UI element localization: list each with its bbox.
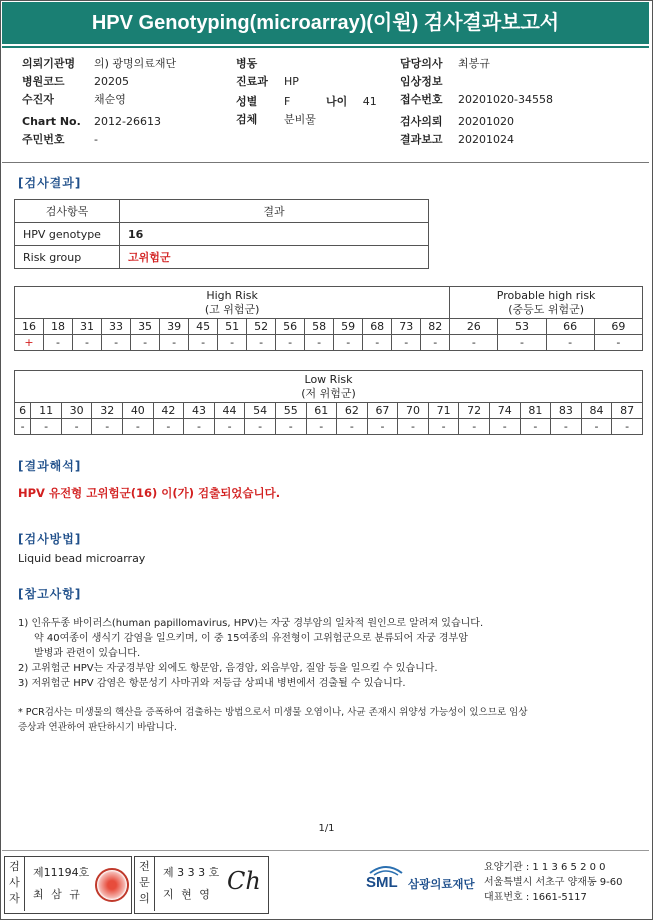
hpv-type-cell: 61 [306, 403, 337, 419]
label-char: 검 [9, 860, 20, 873]
hpv-type-cell: 6 [15, 403, 31, 419]
org-name: 삼광의료재단 [408, 877, 475, 891]
hpv-type-cell: 53 [498, 319, 546, 335]
hpv-type-cell: 58 [305, 319, 334, 335]
hpv-result-cell: - [421, 335, 450, 351]
age-field [326, 94, 377, 110]
info-row [22, 56, 176, 72]
hpv-type-cell: 72 [459, 403, 490, 419]
low-risk-header [15, 371, 643, 403]
hpv-type-cell: 66 [546, 319, 594, 335]
hpv-result-cell: - [61, 419, 92, 435]
info-value: 20205 [94, 75, 129, 88]
org-info-line: 서울특별시 서초구 양재동 9-60 [484, 877, 623, 888]
hpv-result-cell: - [594, 335, 642, 351]
hpv-result-cell: - [184, 419, 215, 435]
hpv-type-cell: 33 [102, 319, 131, 335]
hpv-type-cell: 45 [189, 319, 218, 335]
specialist-stamp [134, 856, 269, 914]
info-value: 20201024 [458, 133, 514, 146]
hpv-result-cell: - [334, 335, 363, 351]
logo-text: SML [366, 874, 398, 891]
hpv-result-cell: - [546, 335, 594, 351]
hpv-result-cell: - [581, 419, 612, 435]
hpv-result-cell: - [337, 419, 368, 435]
info-row [22, 92, 126, 108]
info-label: 담당의사 [400, 57, 443, 70]
result-item-risk: Risk group [15, 246, 120, 269]
low-risk-results-row [15, 419, 643, 435]
hpv-type-cell: 26 [450, 319, 498, 335]
result-header-item: 검사항목 [15, 200, 120, 223]
probable-risk-title: Probable high risk [496, 288, 596, 302]
info-row [400, 56, 490, 72]
info-value: 20201020 [458, 115, 514, 128]
hpv-type-cell: 87 [612, 403, 643, 419]
sml-logo-icon [366, 863, 406, 891]
hpv-result-cell: + [15, 335, 44, 351]
org-info-line: 요양기관 : 1 1 3 6 5 2 0 0 [484, 862, 606, 873]
method-text: Liquid bead microarray [18, 552, 146, 565]
hpv-result-cell: - [15, 419, 31, 435]
info-label: 병동 [236, 57, 258, 70]
high-risk-header [15, 287, 450, 319]
note-line: 약 40여종이 생식기 감염을 일으키며, 이 중 15여종의 유전형이 고위험군으로 분류되어 자궁 경부암 [34, 633, 468, 644]
hpv-result-cell: - [189, 335, 218, 351]
section-notes-title: [참고사항] [18, 587, 82, 601]
info-value: 2012-26613 [94, 115, 161, 128]
hpv-type-cell: 16 [15, 319, 44, 335]
label-char: 자 [9, 892, 20, 905]
result-value-risk: 고위험군 [120, 246, 429, 269]
info-value: 의) 광명의료재단 [94, 57, 177, 70]
hpv-result-cell: - [520, 419, 551, 435]
high-risk-table [14, 286, 643, 351]
hpv-type-cell: 35 [131, 319, 160, 335]
section-result-title: [검사결과] [18, 176, 82, 190]
info-value: F [284, 95, 291, 108]
hpv-type-cell: 59 [334, 319, 363, 335]
hpv-result-cell: - [160, 335, 189, 351]
info-value: 채순영 [94, 93, 126, 106]
info-label: 검체 [236, 113, 258, 126]
specialist-label-text [135, 859, 154, 907]
org-info [484, 860, 623, 905]
hpv-type-cell: 11 [31, 403, 62, 419]
footnote-line: 증상과 연관하여 판단하시기 바랍니다. [18, 722, 177, 733]
hpv-type-cell: 70 [398, 403, 429, 419]
note-line: 1) 인유두종 바이러스(human papillomavirus, HPV)는 자궁 경부암의 일차적 원인으로 알려져 있습니다. [18, 618, 484, 629]
hpv-type-cell: 73 [392, 319, 421, 335]
footnote-line: * PCR검사는 미생물의 핵산을 증폭하여 검출하는 방법으로서 미생물 오염이나, 사균 존재시 위양성 가능성이 있으므로 임상 [18, 707, 528, 718]
hpv-result-cell: - [275, 419, 306, 435]
hpv-result-cell: - [392, 335, 421, 351]
hpv-type-cell: 44 [214, 403, 245, 419]
header-divider [2, 46, 649, 48]
hpv-result-cell: - [428, 419, 459, 435]
hpv-type-cell: 62 [337, 403, 368, 419]
hpv-result-cell: - [498, 335, 546, 351]
info-row [22, 132, 98, 148]
hpv-type-cell: 68 [363, 319, 392, 335]
info-row [400, 74, 458, 90]
hpv-result-cell: - [31, 419, 62, 435]
inspector-label [5, 857, 25, 911]
info-label: 의뢰기관명 [22, 57, 76, 70]
result-header-value: 결과 [120, 200, 429, 223]
hpv-result-cell: - [131, 335, 160, 351]
hpv-type-cell: 84 [581, 403, 612, 419]
hpv-result-cell: - [247, 335, 276, 351]
info-label: 성별 [236, 95, 258, 108]
hpv-type-cell: 42 [153, 403, 184, 419]
result-table [14, 199, 429, 269]
hpv-type-cell: 43 [184, 403, 215, 419]
hpv-result-cell: - [73, 335, 102, 351]
info-label: 결과보고 [400, 133, 443, 146]
info-row [22, 74, 129, 90]
hpv-result-cell: - [367, 419, 398, 435]
info-label: 주민번호 [22, 133, 65, 146]
probable-risk-subtitle: (중등도 위험군) [508, 302, 585, 316]
hpv-type-cell: 56 [276, 319, 305, 335]
table-row [15, 246, 429, 269]
info-value: - [94, 133, 98, 146]
specialist-name: 지 현 영 [163, 888, 212, 901]
hpv-result-cell: - [276, 335, 305, 351]
table-row [15, 223, 429, 246]
probable-risk-header [450, 287, 643, 319]
hpv-type-cell: 51 [218, 319, 247, 335]
hpv-type-cell: 82 [421, 319, 450, 335]
official-seal-icon [95, 868, 129, 902]
info-value: 분비물 [284, 113, 316, 126]
hpv-type-cell: 69 [594, 319, 642, 335]
info-divider [2, 162, 649, 163]
page-number: 1/1 [318, 823, 335, 834]
signature: Ch [227, 867, 261, 895]
high-risk-types-row [15, 319, 643, 335]
hpv-result-cell: - [44, 335, 73, 351]
specialist-number: 제 3 3 3 호 [163, 866, 220, 879]
hpv-type-cell: 67 [367, 403, 398, 419]
specialist-label [135, 857, 155, 911]
result-item-genotype: HPV genotype [15, 223, 120, 246]
hpv-result-cell: - [551, 419, 582, 435]
inspector-number: 제11194호 [33, 866, 90, 879]
info-value: 최봉규 [458, 57, 490, 70]
info-label: 임상정보 [400, 75, 443, 88]
hpv-result-cell: - [459, 419, 490, 435]
age-label: 나이 [326, 95, 348, 108]
note-line: 3) 저위험군 HPV 감염은 항문성기 사마귀와 저등급 상피내 병변에서 검출될 수 있습니다. [18, 678, 406, 689]
hpv-result-cell: - [218, 335, 247, 351]
hpv-type-cell: 40 [123, 403, 154, 419]
hpv-type-cell: 39 [160, 319, 189, 335]
info-row [236, 74, 299, 90]
low-risk-title: Low Risk [304, 372, 353, 386]
info-label: 진료과 [236, 75, 268, 88]
info-label: 검사의뢰 [400, 115, 443, 128]
hpv-result-cell: - [153, 419, 184, 435]
hpv-type-cell: 55 [275, 403, 306, 419]
low-risk-table [14, 370, 643, 435]
info-row [236, 112, 316, 128]
hpv-type-cell: 52 [247, 319, 276, 335]
hpv-result-cell: - [612, 419, 643, 435]
high-risk-subtitle: (고 위험군) [204, 302, 260, 316]
info-row [22, 114, 161, 130]
hpv-result-cell: - [245, 419, 276, 435]
hpv-result-cell: - [489, 419, 520, 435]
high-risk-title: High Risk [206, 288, 258, 302]
note-line: 발병과 관련이 있습니다. [34, 648, 141, 659]
section-interpretation-title: [결과해석] [18, 459, 82, 473]
result-value-genotype: 16 [120, 223, 429, 246]
label-char: 의 [139, 892, 150, 905]
label-char: 전 [139, 860, 150, 873]
info-row [400, 132, 514, 148]
label-char: 문 [139, 876, 150, 889]
hpv-type-cell: 74 [489, 403, 520, 419]
info-row [236, 94, 290, 110]
hpv-type-cell: 54 [245, 403, 276, 419]
hpv-type-cell: 31 [73, 319, 102, 335]
footnote [18, 705, 638, 735]
footer-divider [2, 850, 649, 851]
info-label: 병원코드 [22, 75, 65, 88]
label-char: 사 [9, 876, 20, 889]
age-value: 41 [362, 95, 377, 108]
inspector-name: 최 삼 규 [33, 888, 82, 901]
hpv-type-cell: 32 [92, 403, 123, 419]
info-label: 접수번호 [400, 93, 443, 106]
info-label: Chart No. [22, 115, 81, 128]
hpv-result-cell: - [363, 335, 392, 351]
hpv-type-cell: 30 [61, 403, 92, 419]
hpv-result-cell: - [92, 419, 123, 435]
info-row [400, 114, 514, 130]
low-risk-subtitle: (저 위험군) [301, 386, 356, 400]
notes-list [18, 616, 638, 691]
info-value: 20201020-34558 [458, 93, 553, 106]
section-method-title: [검사방법] [18, 532, 82, 546]
inspector-label-text [5, 859, 24, 907]
org-info-line: 대표번호 : 1661-5117 [484, 892, 587, 903]
hpv-result-cell: - [306, 419, 337, 435]
info-label: 수진자 [22, 93, 54, 106]
hpv-type-cell: 18 [44, 319, 73, 335]
hpv-type-cell: 71 [428, 403, 459, 419]
note-line: 2) 고위험군 HPV는 자궁경부암 외에도 항문암, 음경암, 외음부암, 질암 등을 일으킬 수 있습니다. [18, 663, 438, 674]
info-row [236, 56, 284, 72]
info-row [400, 92, 553, 108]
info-value: HP [284, 75, 299, 88]
result-table-header [15, 200, 429, 223]
interpretation-text: HPV 유전형 고위험군(16) 이(가) 검출되었습니다. [18, 486, 281, 500]
hpv-type-cell: 83 [551, 403, 582, 419]
hpv-result-cell: - [214, 419, 245, 435]
inspector-stamp [4, 856, 132, 914]
hpv-result-cell: - [305, 335, 334, 351]
hpv-result-cell: - [102, 335, 131, 351]
hpv-type-cell: 81 [520, 403, 551, 419]
high-risk-results-row [15, 335, 643, 351]
hpv-result-cell: - [450, 335, 498, 351]
hpv-result-cell: - [123, 419, 154, 435]
low-risk-types-row [15, 403, 643, 419]
report-title: HPV Genotyping(microarray)(이원) 검사결과보고서 [2, 2, 649, 44]
hpv-result-cell: - [398, 419, 429, 435]
